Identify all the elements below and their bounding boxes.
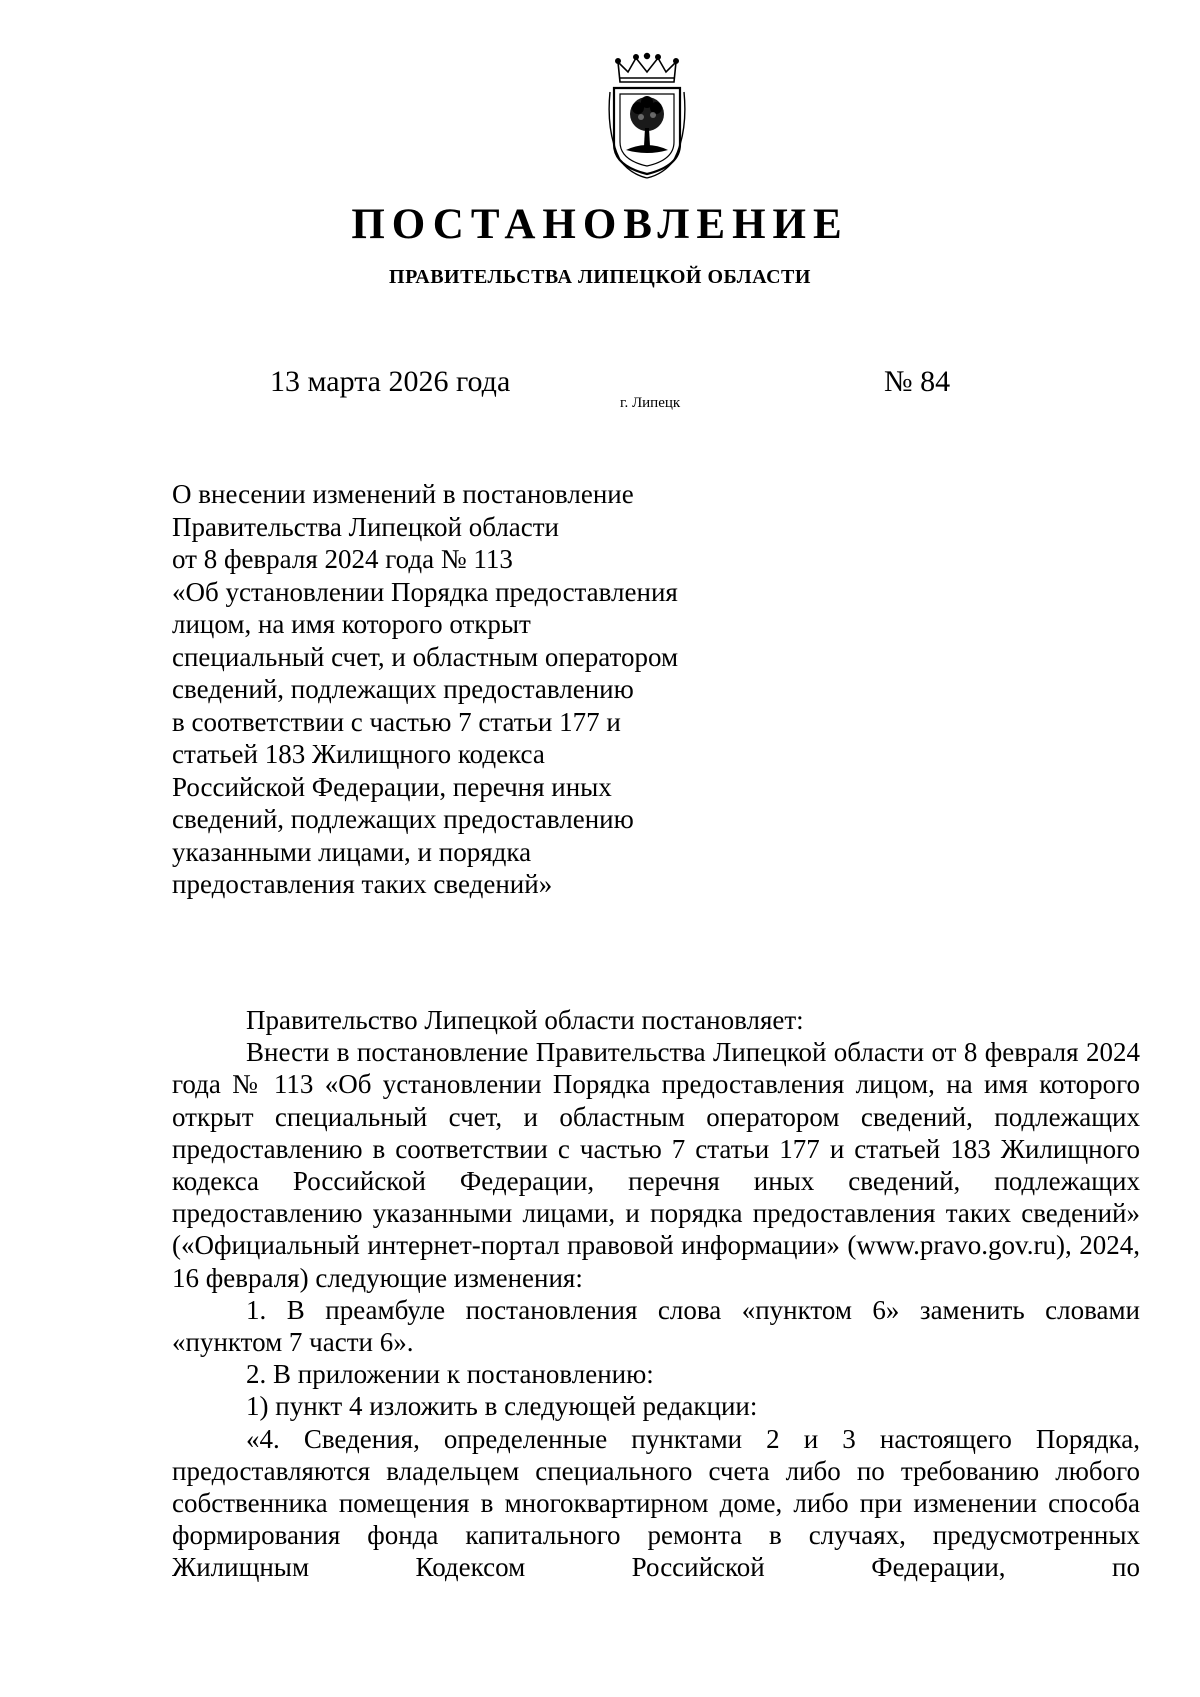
subject-line: сведений, подлежащих предоставлению <box>172 804 634 834</box>
body-paragraph: 1) пункт 4 изложить в следующей редакции: <box>246 1391 758 1422</box>
subject-line: сведений, подлежащих предоставлению <box>172 674 634 704</box>
subject-line: статьей 183 Жилищного кодекса <box>172 739 545 769</box>
subject-line: предоставления таких сведений» <box>172 869 553 899</box>
document-body <box>172 1004 1140 1584</box>
subject-line: Правительства Липецкой области <box>172 511 560 542</box>
body-paragraph: Правительство Липецкой области постановляет: <box>246 1005 804 1035</box>
document-city: г. Липецк <box>620 395 681 411</box>
subject-line: специальный счет, и областным оператором <box>172 641 679 672</box>
document-title: ПОСТАНОВЛЕНИЕ <box>351 201 849 248</box>
body-paragraph: «4. Сведения, определенные пунктами 2 и 3 настоящего Порядка, предоставляются владельцем специального счета либо по требованию любого собственника помещения в многоквартирном доме, либо при изменении способа формирования фонда капитального ремонта в случаях, предусмотренных Жилищным Кодексом Российской Федерации, по <box>172 1423 1140 1583</box>
body-paragraph: Внести в постановление Правительства Липецкой области от 8 февраля 2024 года № 113 «Об установлении Порядка предоставления лицом, на имя которого открыт специальный счет, и областным оператором сведений, подлежащих предоставлению в соответствии с частью 7 статьи 177 и статьей 183 Жилищного кодекса Российской Федерации, перечня иных сведений, подлежащих предоставлению указанными лицами, и порядка предоставления таких сведений» («Официальный интернет-портал правовой информации» (www.pravo.gov.ru), 2024, 16 февраля) следующие изменения: <box>172 1037 1140 1293</box>
document-subject <box>172 478 732 901</box>
subject-line: лицом, на имя которого открыт <box>172 609 531 639</box>
document-number: № 84 <box>884 365 951 398</box>
subject-line: указанными лицами, и порядка <box>172 836 532 867</box>
document-date: 13 марта 2026 года <box>270 365 511 398</box>
coat-of-arms-icon <box>606 52 688 180</box>
document-subtitle: ПРАВИТЕЛЬСТВА ЛИПЕЦКОЙ ОБЛАСТИ <box>389 266 811 288</box>
body-paragraph: 2. В приложении к постановлению: <box>246 1359 654 1390</box>
subject-line: в соответствии с частью 7 статьи 177 и <box>172 706 621 737</box>
subject-line: Российской Федерации, перечня иных <box>172 771 612 802</box>
subject-line: О внесении изменений в постановление <box>172 479 634 509</box>
subject-line: «Об установлении Порядка предоставления <box>172 576 678 607</box>
subject-line: от 8 февраля 2024 года № 113 <box>172 544 513 574</box>
body-paragraph: 1. В преамбуле постановления слова «пунктом 6» заменить словами «пунктом 7 части 6». <box>172 1294 1140 1358</box>
